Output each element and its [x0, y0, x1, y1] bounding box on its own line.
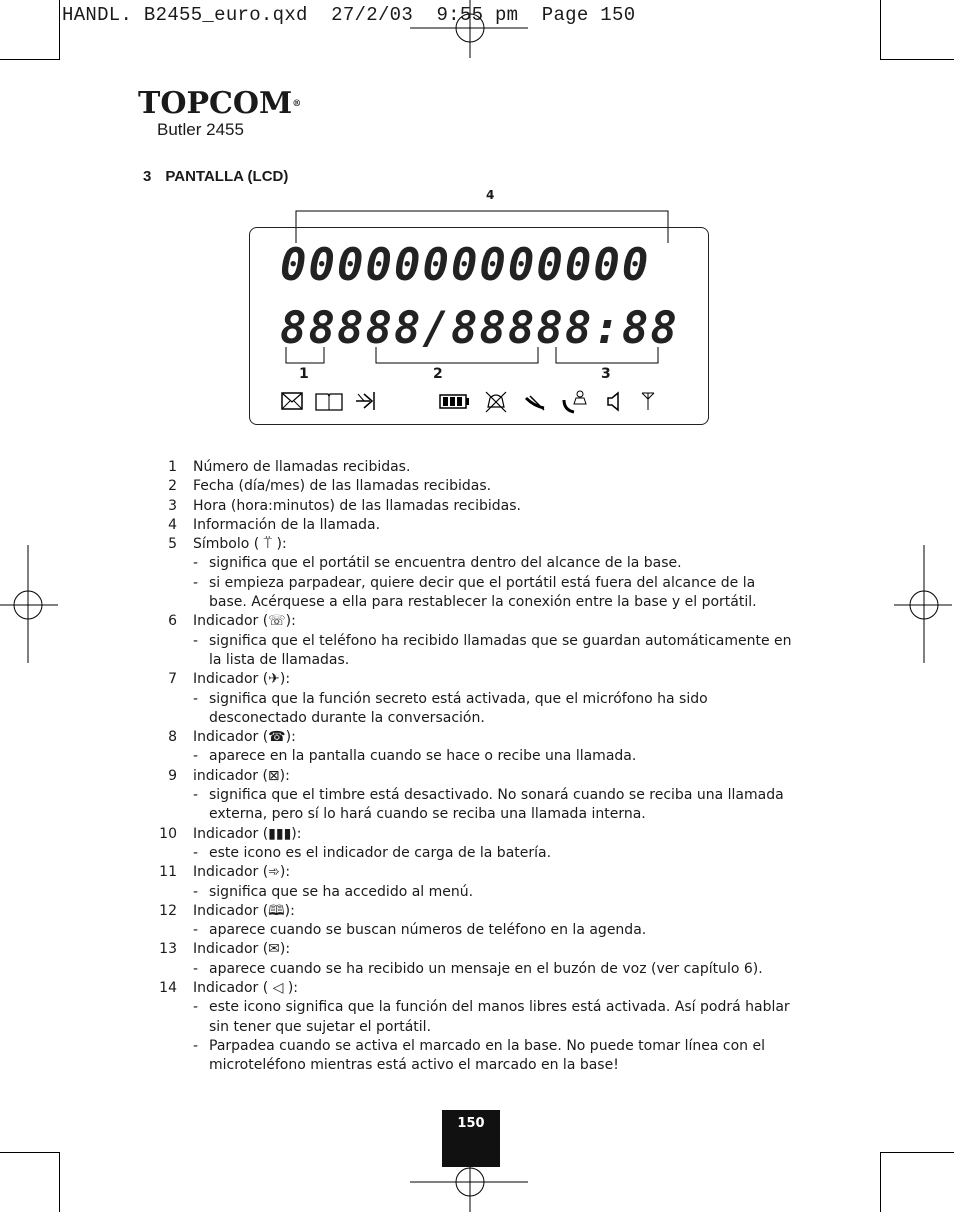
dash: -	[193, 632, 199, 649]
crop-mark	[0, 59, 60, 60]
list-item	[155, 535, 795, 554]
list-subitem	[155, 690, 795, 729]
list-item	[155, 902, 795, 921]
dash: -	[193, 748, 199, 765]
bell-off-icon	[486, 392, 506, 412]
subitem-text: significa que se ha accedido al menú.	[209, 883, 474, 900]
menu-arrow-icon	[356, 392, 374, 410]
battery-icon	[440, 395, 469, 408]
callout-brackets	[280, 345, 670, 369]
item-text: Indicador (✈):	[193, 671, 291, 688]
list-subitem	[155, 554, 795, 573]
subitem-text: significa que el portátil se encuentra dentro del alcance de la base.	[209, 555, 682, 572]
crop-mark	[880, 59, 954, 60]
list-subitem	[155, 998, 795, 1037]
item-text: Indicador (☎):	[193, 729, 296, 746]
item-text: Fecha (día/mes) de las llamadas recibidas.	[193, 478, 492, 495]
item-text: Indicador (☏):	[193, 613, 296, 630]
item-text: Indicador ( ◁ ):	[193, 980, 299, 997]
subitem-text: aparece cuando se buscan números de teléfono en la agenda.	[209, 922, 647, 939]
list-item	[155, 516, 795, 535]
lcd-row-digits: 0000000000000	[280, 240, 651, 291]
list-subitem	[155, 747, 795, 766]
envelope-icon	[282, 393, 302, 409]
crop-mark	[0, 1152, 60, 1153]
subitem-text: aparece en la pantalla cuando se hace o recibe una llamada.	[209, 748, 637, 765]
book-icon	[316, 394, 342, 410]
list-item	[155, 497, 795, 516]
subitem-text: Parpadea cuando se activa el marcado en la base. No puede tomar línea con el microteléfono mientras está activo el marcado en la base!	[209, 1037, 765, 1074]
dash: -	[193, 999, 199, 1016]
calls-icon	[564, 391, 586, 412]
list-subitem	[155, 574, 795, 613]
item-number: 4	[168, 516, 177, 533]
list-item	[155, 458, 795, 477]
item-number: 7	[168, 671, 177, 688]
item-text: Número de llamadas recibidas.	[193, 459, 411, 475]
list-item	[155, 825, 795, 844]
list-subitem	[155, 786, 795, 825]
mute-icon	[526, 396, 544, 410]
lcd-row-datetime: 88888/88888:88	[280, 303, 679, 354]
list-subitem	[155, 844, 795, 863]
item-text: Indicador (✉):	[193, 941, 291, 958]
item-number: 10	[159, 825, 177, 842]
list-subitem	[155, 1037, 795, 1076]
item-text: indicador (⊠):	[193, 767, 290, 784]
crop-mark	[880, 1152, 954, 1153]
callout-2: 2	[433, 366, 443, 382]
list-subitem	[155, 883, 795, 902]
dash: -	[193, 960, 199, 977]
print-header: HANDL. B2455_euro.qxd 27/2/03 9:55 pm Page 150	[62, 4, 636, 26]
item-number: 6	[168, 613, 177, 630]
list-item	[155, 612, 795, 631]
item-text: Indicador (▮▮▮):	[193, 825, 302, 842]
crop-mark	[880, 0, 881, 60]
subitem-text: este icono es el indicador de carga de la batería.	[209, 844, 552, 861]
item-number: 2	[168, 478, 177, 495]
item-text: Símbolo ( ⍡ ):	[193, 536, 287, 553]
list-item	[155, 979, 795, 998]
lcd-icon-row	[278, 388, 668, 418]
callout-3: 3	[601, 366, 611, 382]
speaker-icon	[608, 393, 618, 410]
subitem-text: significa que la función secreto está activada, que el micrófono ha sido desconectado durante la conversación.	[209, 690, 708, 726]
callout-1: 1	[299, 366, 309, 382]
subitem-text: aparece cuando se ha recibido un mensaje en el buzón de voz (ver capítulo 6).	[209, 960, 763, 977]
dash: -	[193, 690, 199, 707]
list-subitem	[155, 632, 795, 671]
dash: -	[193, 844, 199, 861]
page-number: 150	[457, 1116, 485, 1131]
brand-logo: TOPCOM®	[138, 86, 302, 121]
list-subitem	[155, 960, 795, 979]
subitem-text: si empieza parpadear, quiere decir que el portátil está fuera del alcance de la base. Acérquese a ella para restablecer la conexión entre la base y el portátil.	[209, 574, 757, 611]
registration-mark-right	[894, 545, 954, 665]
subitem-text: significa que el timbre está desactivado. No sonará cuando se reciba una llamada externa, pero sí lo hará cuando se reciba una llamada interna.	[209, 787, 784, 823]
dash: -	[193, 883, 199, 900]
crop-mark	[880, 1152, 881, 1212]
item-number: 1	[168, 459, 177, 475]
list-item	[155, 728, 795, 747]
item-number: 5	[168, 536, 177, 553]
item-text: Hora (hora:minutos) de las llamadas recibidas.	[193, 497, 521, 514]
section-heading: 3 PANTALLA (LCD)	[143, 168, 289, 185]
item-number: 9	[168, 767, 177, 784]
registration-mark-left	[0, 545, 60, 665]
item-text: Indicador (➾):	[193, 864, 291, 881]
item-number: 8	[168, 729, 177, 746]
item-number: 12	[159, 902, 177, 919]
item-number: 3	[168, 497, 177, 514]
indicator-list	[155, 458, 795, 1076]
list-item	[155, 863, 795, 882]
page-number-box	[442, 1110, 500, 1167]
crop-mark	[59, 0, 60, 60]
list-subitem	[155, 921, 795, 940]
list-item	[155, 767, 795, 786]
crop-mark	[59, 1152, 60, 1212]
callout-4: 4	[486, 188, 495, 202]
antenna-icon	[642, 393, 654, 410]
list-item	[155, 670, 795, 689]
dash: -	[193, 555, 199, 572]
dash: -	[193, 1037, 199, 1054]
dash: -	[193, 787, 199, 804]
list-item	[155, 477, 795, 496]
item-number: 14	[159, 980, 177, 997]
item-number: 11	[159, 864, 177, 881]
subitem-text: significa que el teléfono ha recibido llamadas que se guardan automáticamente en la lista de llamadas.	[209, 632, 792, 668]
model-name: Butler 2455	[157, 120, 244, 139]
item-text: Indicador (🕮):	[193, 902, 295, 919]
item-number: 13	[159, 941, 177, 958]
subitem-text: este icono significa que la función del manos libres está activada. Así podrá hablar sin tener que sujetar el portátil.	[209, 999, 790, 1035]
item-text: Información de la llamada.	[193, 516, 381, 533]
dash: -	[193, 574, 199, 591]
dash: -	[193, 922, 199, 939]
list-item	[155, 940, 795, 959]
